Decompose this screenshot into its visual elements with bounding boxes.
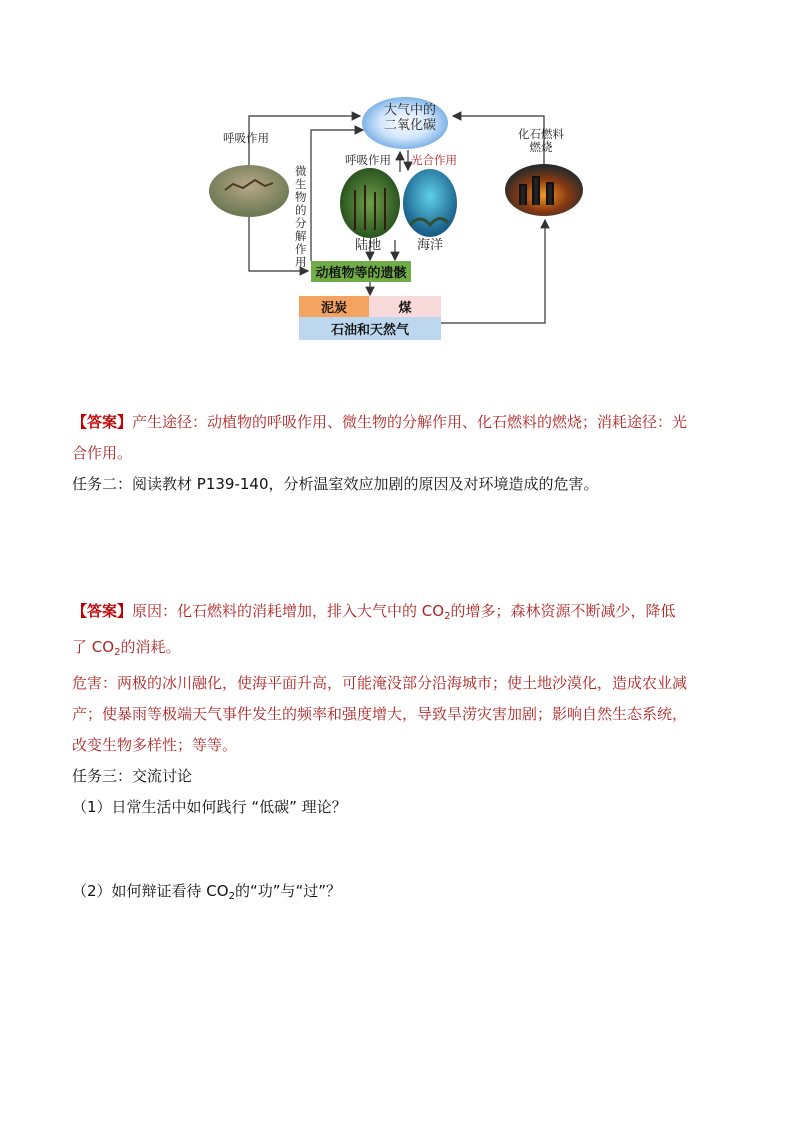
peat-box: 泥炭 (299, 296, 369, 317)
animal-field-image (209, 165, 289, 217)
answer2-line2 (72, 632, 732, 668)
oil-gas-box: 石油和天然气 (299, 317, 441, 340)
question1: （1）日常生活中如何践行 “低碳” 理论？ (72, 798, 347, 816)
coal-box: 煤 (369, 296, 441, 317)
photosynthesis-label: 光合作用 (411, 153, 457, 167)
task2-text: 任务二：阅读教材 P139-140，分析温室效应加剧的原因及对环境造成的危害。 (72, 475, 599, 493)
answer2-line1 (72, 596, 732, 632)
question2-b: 的“功”与“过”？ (234, 882, 342, 900)
land-label: 陆地 (355, 238, 382, 253)
answer2-tag: 【答案】 (72, 602, 133, 620)
answer1-line2: 合作用。 (72, 444, 133, 462)
co2-subscript: 2 (444, 611, 451, 622)
answer1-tag: 【答案】 (72, 413, 133, 431)
harm-line2: 产；使暴雨等极端天气事件发生的频率和强度增大，导致旱涝灾害加剧；影响自然生态系统， (72, 705, 688, 723)
forest-image (340, 168, 400, 238)
task3-text: 任务三：交流讨论 (72, 767, 193, 785)
ocean-label: 海洋 (417, 238, 444, 253)
decomposition-label: 微生物的分解作用 (295, 164, 307, 269)
carbon-cycle-diagram (195, 90, 605, 350)
respiration-left-label: 呼吸作用 (223, 131, 269, 145)
respiration-mid-label: 呼吸作用 (345, 153, 391, 167)
fossil-burn-label (518, 128, 564, 154)
answer2-line2b: 的消耗。 (120, 638, 181, 656)
co2-subscript: 2 (114, 647, 121, 658)
question2-a: （2）如何辩证看待 CO (72, 882, 229, 900)
answer2-line2a: 了 CO (72, 638, 115, 656)
harm-line3: 改变生物多样性；等等。 (72, 736, 238, 754)
atmosphere-label-line2: 二氧化碳 (384, 117, 437, 133)
fossil-burn-line1: 化石燃料 (518, 127, 564, 141)
fossil-burn-line2: 燃烧 (529, 140, 553, 155)
answer1-line1 (72, 407, 732, 438)
atmosphere-label-line1: 大气中的 (384, 103, 437, 118)
answer1-text: 产生途径：动植物的呼吸作用、微生物的分解作用、化石燃料的燃烧；消耗途径：光 (132, 413, 688, 431)
question2 (72, 876, 732, 912)
harm-line1: 危害：两极的冰川融化，使海平面升高，可能淹没部分沿海城市；使土地沙漠化，造成农业减 (72, 674, 688, 692)
co2-subscript: 2 (228, 891, 235, 902)
answer2-line1a: 原因：化石燃料的消耗增加，排入大气中的 CO (132, 602, 445, 620)
atmosphere-label (384, 104, 436, 134)
answer1 (72, 407, 732, 500)
remains-box: 动植物等的遗骸 (311, 261, 411, 282)
answer2-line1b: 的增多；森林资源不断减少，降低 (450, 602, 676, 620)
answer2 (72, 596, 732, 823)
factory-image (505, 164, 583, 216)
